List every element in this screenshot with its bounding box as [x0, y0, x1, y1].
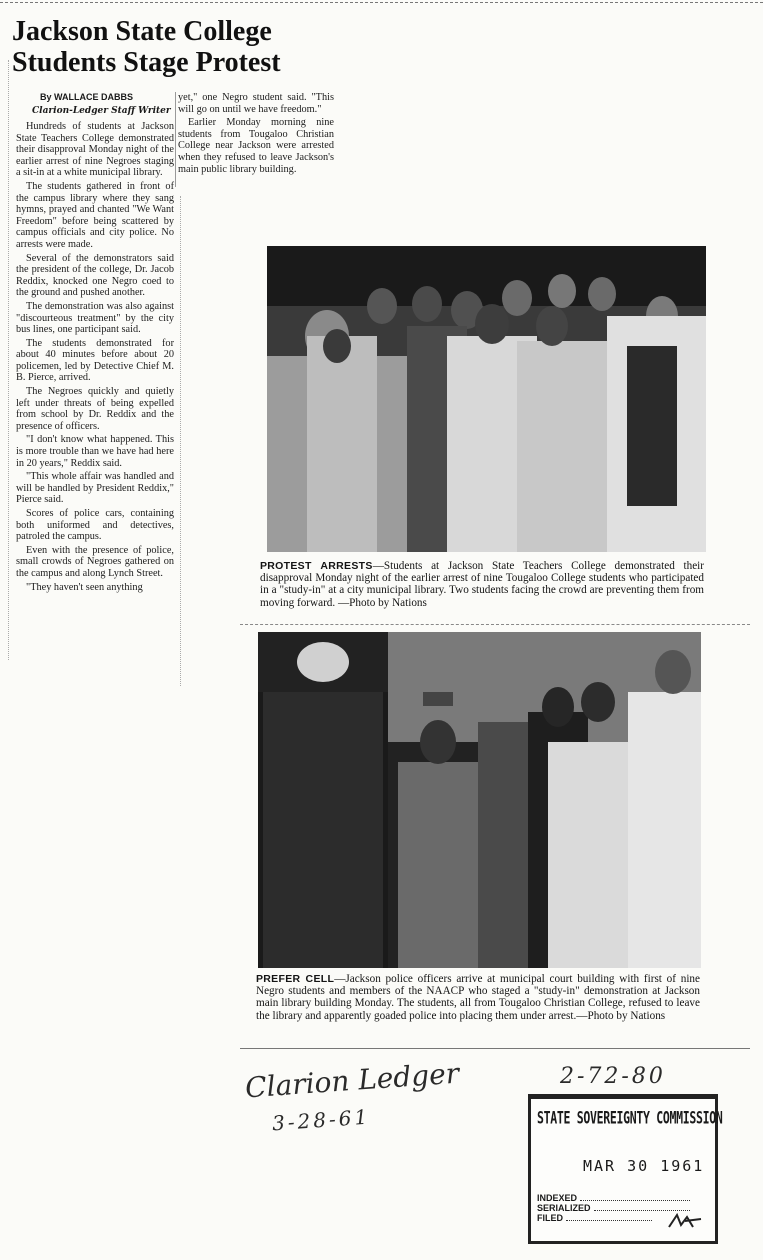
clipping-column-edge [180, 196, 182, 686]
protest-photo [267, 246, 706, 552]
caption-2-text: —Jackson police officers arrive at municipal court building with first of nine Negro students and members of the NAACP who staged a "study-in" demonstration at Jackson main library building Monday. The students, all from Tougaloo Christian College, refused to leave the library and apparently goaded police into placing them under arrest.—Photo by Nations [256, 973, 700, 1022]
article-paragraph: Earlier Monday morning nine students from Tougaloo Christian College near Jackson were arrested when they refused to leave Jackson's main public library building. [178, 117, 334, 175]
article-paragraph: The demonstration was also against "discourteous treatment" by the city bus lines, one participant said. [16, 300, 174, 336]
article-paragraph: The students demonstrated for about 40 minutes before about 20 policemen, led by Detective Chief M. B. Pierce, arrived. [16, 337, 174, 384]
commission-stamp [528, 1094, 723, 1244]
article-paragraph: The students gathered in front of the campus library where they sang hymns, prayed and chanted "We Want Freedom" before being scattered by campus officials and city police. No arrests were made. [16, 180, 174, 250]
stamp-label-serialized: SERIALIZED [537, 1203, 591, 1213]
article-paragraph: "I don't know what happened. This is more trouble than we have had here in 20 years," Reddix said. [16, 434, 174, 469]
article-column-1 [16, 121, 174, 595]
clipping-bottom-rule [240, 1048, 750, 1050]
article-headline [12, 16, 332, 78]
crowd-photo-icon [267, 246, 706, 552]
court-building-photo [258, 632, 701, 968]
photo-1-caption [260, 560, 704, 609]
article-paragraph: "They haven't seen anything [26, 581, 143, 593]
article-paragraph: "This whole affair was handled and will be handled by President Reddix," Pierce said. [16, 471, 174, 506]
clipping-left-edge [8, 60, 10, 660]
stamp-row-filed [537, 1213, 652, 1223]
caption-2-lead: PREFER CELL [256, 973, 335, 985]
handwritten-publication: Clarion Ledger [244, 1056, 461, 1105]
column-divider [175, 92, 176, 187]
handwritten-date: 3-28-61 [271, 1104, 371, 1136]
article-paragraph: Several of the demonstrators said the president of the college, Dr. Jacob Reddix, knocked one Negro coed to the ground and pushed another. [16, 252, 174, 299]
stamp-label-filed: FILED [537, 1213, 563, 1223]
byline: By WALLACE DABBS [40, 92, 134, 102]
stamp-date: MAR 30 1961 [583, 1157, 705, 1175]
officers-photo-icon [258, 632, 701, 968]
article-paragraph: Hundreds of students at Jackson State Teachers College demonstrated their disapproval Monday night of the earlier arrest of nine Negroes staging a sit-in at a white municipal library. [16, 121, 174, 179]
scan-top-edge [0, 2, 763, 6]
stamp-label-indexed: INDEXED [537, 1193, 578, 1203]
byline-affiliation: Clarion-Ledger Staff Writer [32, 106, 171, 116]
stamp-row-indexed [537, 1193, 690, 1203]
photo-2-caption [256, 973, 700, 1022]
headline-line-2: Students Stage Protest [12, 47, 281, 78]
handwritten-file-number: 2-72-80 [560, 1064, 666, 1089]
headline-line-1: Jackson State College [12, 16, 272, 47]
clipping-separator [240, 624, 750, 626]
article-paragraph: yet," one Negro student said. "This will go on until we have freedom." [178, 92, 334, 115]
article-column-2 [178, 92, 334, 177]
stamp-title: STATE SOVEREIGNTY COMMISSION [537, 1107, 723, 1128]
caption-1-lead: PROTEST ARRESTS [260, 560, 373, 572]
caption-1-text: —Students at Jackson State Teachers College demonstrated their disapproval Monday night of the earlier arrest of nine Tougaloo College students who participated in a "study-in" at a city municipal library. Two students facing the crowd are preventing them from moving forward. —Photo by Nations [260, 560, 705, 609]
article-paragraph: Even with the presence of police, small crowds of Negroes gathered on the campus and along Lynch Street. [16, 544, 174, 579]
article-paragraph: Scores of police cars, containing both uniformed and detectives, patroled the campus. [16, 508, 174, 543]
article-paragraph: The Negroes quickly and quietly left under threats of being expelled from school by Dr. Reddix and the presence of officers. [16, 386, 174, 432]
initials-scribble-icon [667, 1211, 707, 1231]
